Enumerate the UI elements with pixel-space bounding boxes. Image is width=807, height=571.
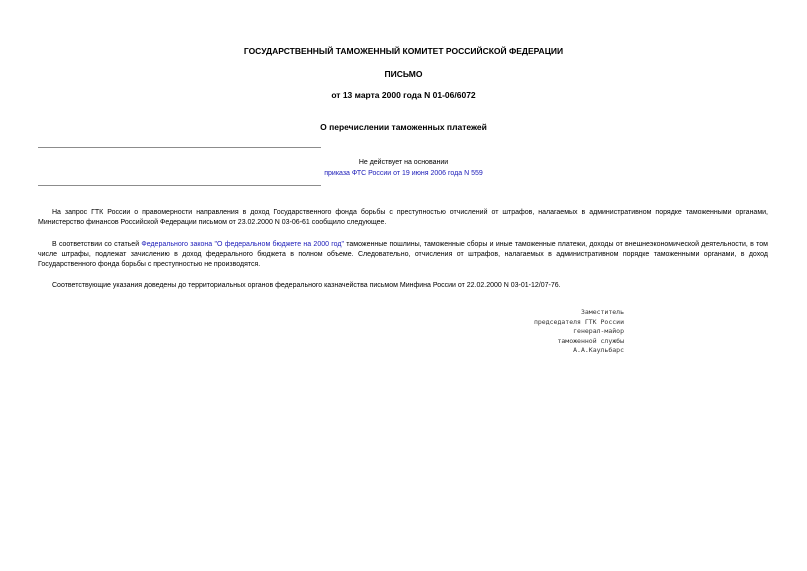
divider-top xyxy=(38,147,321,148)
document-type: ПИСЬМО xyxy=(384,69,423,79)
signature-block xyxy=(470,308,624,356)
signature-line: генерал-майор xyxy=(573,327,624,335)
signature-line: таможенной службы xyxy=(557,336,624,345)
paragraph-2-text-before: В соответствии со статьей xyxy=(52,241,142,248)
divider-bottom xyxy=(38,185,321,186)
document-subject: О перечислении таможенных платежей xyxy=(320,122,487,132)
paragraph-2-text-after: таможенные пошлины, таможенные сборы и иные таможенные платежи, доходы от внешнеэкономической деятельности, в том числе штрафы, подлежат зачислению в доход федерального бюджета в полном объеме. Следовательно, отчисления от штрафов, налагаемых в административном порядке таможенными органами, в доход Государственного фонда борьбы с преступностью не производятся. xyxy=(38,241,768,268)
document-date-number: от 13 марта 2000 года N 01-06/6072 xyxy=(331,90,476,100)
federal-law-link[interactable]: Федерального закона "О федеральном бюджете на 2000 год" xyxy=(141,241,344,248)
status-order-link[interactable]: приказа ФТС России от 19 июня 2006 года N 559 xyxy=(324,170,483,177)
body-paragraph-2 xyxy=(38,240,768,270)
organization-title: ГОСУДАРСТВЕННЫЙ ТАМОЖЕННЫЙ КОМИТЕТ РОССИЙСКОЙ ФЕДЕРАЦИИ xyxy=(243,46,564,56)
signature-line: Заместитель xyxy=(580,308,624,316)
signature-line: А.А.Каульбарс xyxy=(573,346,624,354)
body-paragraph-1: На запрос ГТК России о правомерности направления в доход Государственного фонда борьбы с преступностью отчислений от штрафов, налагаемых в административном порядке таможенными органами, Министерство финансов Российской Федерации письмом от 23.02.2000 N 03-06-61 сообщило следующее. xyxy=(38,209,768,226)
status-note: Не действует на основании xyxy=(358,159,449,166)
body-paragraph-3: Соответствующие указания доведены до территориальных органов федерального казначейства письмом Минфина России от 22.02.2000 N 03-01-12/07-76. xyxy=(52,282,561,289)
signature-line: председателя ГТК России xyxy=(533,317,624,326)
